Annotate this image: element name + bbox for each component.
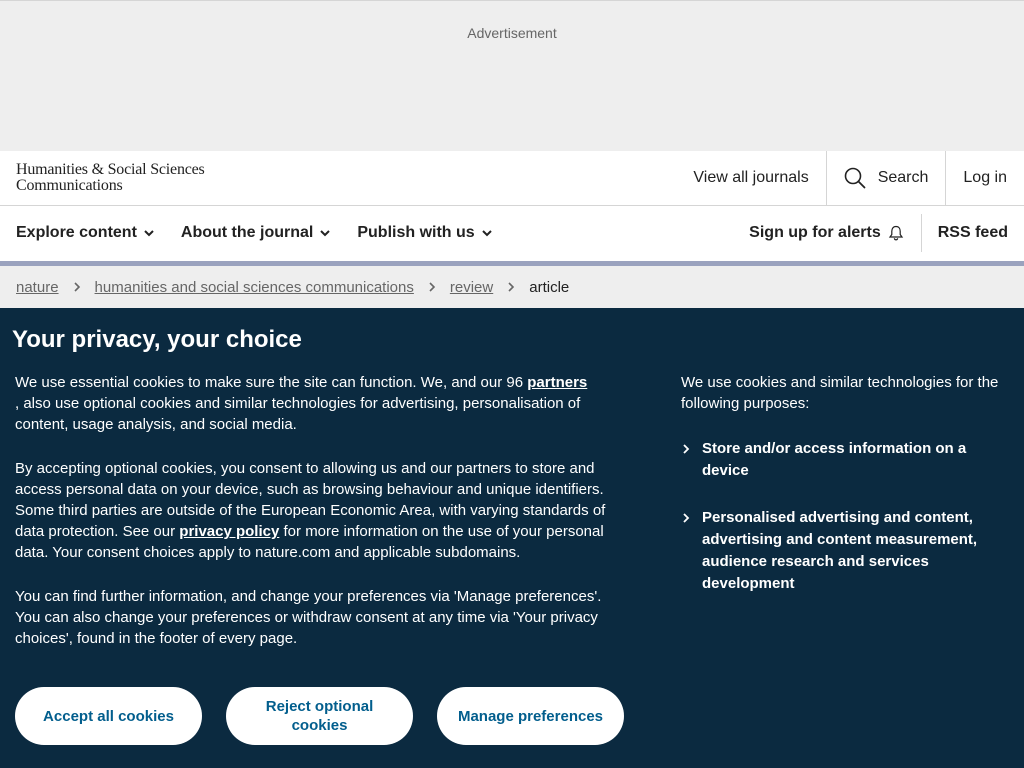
privacy-title: Your privacy, your choice [12, 326, 302, 353]
purpose-store-access[interactable] [681, 438, 1001, 482]
publish-with-us-menu[interactable] [357, 224, 492, 242]
journal-logo[interactable] [16, 162, 205, 194]
purpose-label: Personalised advertising and content, advertising and content measurement, audience research and services development [702, 509, 978, 592]
rss-feed-link[interactable]: RSS feed [921, 214, 1024, 252]
breadcrumb [0, 266, 1024, 308]
privacy-policy-link[interactable]: privacy policy [179, 523, 280, 540]
journal-subnav [0, 206, 1024, 262]
advertisement-area [0, 0, 1024, 151]
purpose-label: Store and/or access information on a device [702, 440, 967, 479]
chevron-right-icon [427, 282, 437, 292]
menu-label: About the journal [180, 224, 314, 241]
search-button[interactable] [826, 151, 946, 205]
view-all-journals-link[interactable]: View all journals [693, 169, 809, 186]
purpose-personalised-advertising[interactable] [681, 507, 1001, 595]
breadcrumb-link-nature[interactable]: nature [16, 278, 59, 296]
cookie-consent-banner [0, 308, 1024, 768]
chevron-down-icon [319, 227, 331, 239]
logo-line-1: Humanities & Social Sciences [16, 161, 205, 178]
header-nav [676, 151, 1024, 205]
privacy-paragraph-2 [15, 458, 635, 563]
purposes-panel [681, 372, 1001, 595]
chevron-right-icon [506, 282, 516, 292]
chevron-down-icon [143, 227, 155, 239]
accept-all-cookies-button[interactable]: Accept all cookies [15, 687, 202, 745]
menu-label: Publish with us [357, 224, 475, 241]
logo-line-2: Communications [16, 177, 123, 194]
partners-link[interactable]: partners [527, 374, 588, 391]
paragraph-text: for more information on the use of your personal data. Your consent choices apply to nature.com and applicable subdomains. [15, 523, 604, 561]
alerts-label: Sign up for alerts [749, 224, 881, 241]
site-header [0, 151, 1024, 206]
chevron-down-icon [481, 227, 493, 239]
menu-label: Explore content [16, 224, 137, 241]
privacy-paragraph-4: You can also change your preferences or withdraw consent at any time via 'Your privacy choices', found in the footer of every page. [15, 609, 598, 647]
chevron-right-icon [72, 282, 82, 292]
search-icon [844, 167, 866, 189]
sign-up-alerts-button[interactable] [732, 214, 921, 252]
search-label: Search [877, 169, 929, 186]
paragraph-text: , also use optional cookies and similar technologies for advertising, personalisation of content, usage analysis, and social media. [15, 395, 581, 433]
login-link[interactable]: Log in [945, 151, 1024, 205]
breadcrumb-current: article [529, 278, 570, 296]
explore-content-menu[interactable] [16, 224, 155, 242]
breadcrumb-link-review[interactable]: review [449, 278, 494, 296]
consent-buttons [15, 687, 648, 745]
privacy-paragraph-1 [15, 372, 635, 435]
privacy-text-scroll[interactable] [15, 372, 635, 670]
privacy-paragraph-3: You can find further information, and change your preferences via 'Manage preferences'. [15, 588, 602, 605]
chevron-right-icon [681, 513, 691, 523]
reject-optional-cookies-button[interactable]: Reject optional cookies [226, 687, 413, 745]
advertisement-label: Advertisement [467, 25, 557, 41]
paragraph-text: We use essential cookies to make sure the site can function. We, and our 96 [15, 374, 524, 391]
paragraph-text: By accepting optional cookies, you consent to allowing us and our partners to store and access personal data on your device, such as browsing behaviour and unique identifiers. Some third parties are outside of the European Economic Area, with varying standards of data protection. See our [15, 460, 606, 540]
purposes-intro: We use cookies and similar technologies for the following purposes: [681, 374, 999, 412]
breadcrumb-link-journal[interactable]: humanities and social sciences communications [94, 278, 414, 296]
manage-preferences-button[interactable]: Manage preferences [437, 687, 624, 745]
about-journal-menu[interactable] [181, 224, 331, 242]
chevron-right-icon [681, 444, 691, 454]
bell-icon [888, 225, 904, 241]
